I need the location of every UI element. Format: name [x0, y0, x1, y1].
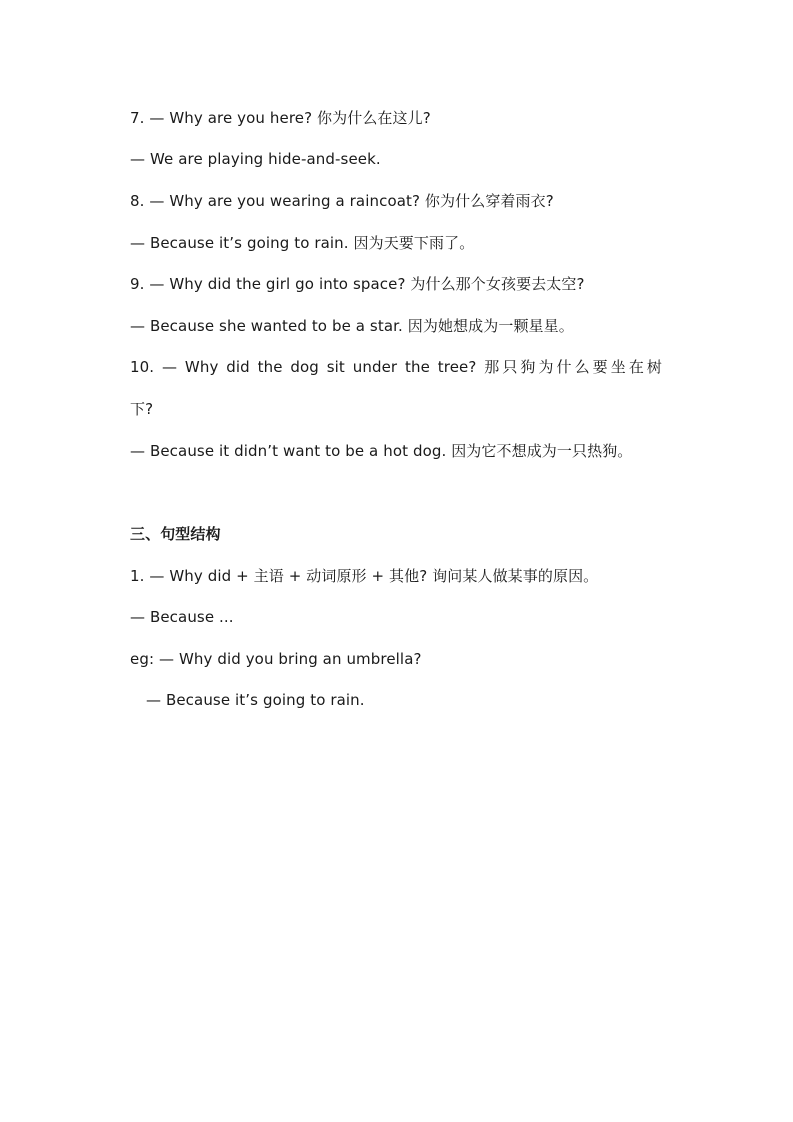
example-8-question: 8. — Why are you wearing a raincoat? 你为什么穿着雨衣?	[130, 192, 554, 210]
section-heading: 三、句型结构	[130, 525, 221, 543]
example-7-question: 7. — Why are you here? 你为什么在这儿?	[130, 109, 431, 127]
example-7-answer: — We are playing hide-and-seek.	[130, 150, 381, 168]
example-10-question: 10. — Why did the dog sit under the tree? 那只狗为什么要坐在树	[130, 358, 662, 376]
example-8-answer: — Because it’s going to rain. 因为天要下雨了。	[130, 234, 475, 252]
example-10-answer: — Because it didn’t want to be a hot dog. 因为它不想成为一只热狗。	[130, 442, 633, 460]
sentence-pattern: 1. — Why did + 主语 + 动词原形 + 其他? 询问某人做某事的原因。	[130, 567, 599, 585]
example-question: eg: — Why did you bring an umbrella?	[130, 650, 422, 668]
pattern-answer: — Because ...	[130, 608, 234, 626]
example-9-answer: — Because she wanted to be a star. 因为她想成为一颗星星。	[130, 317, 574, 335]
example-10-question-continued: 下?	[130, 400, 154, 418]
example-answer: — Because it’s going to rain.	[146, 691, 365, 709]
example-9-question: 9. — Why did the girl go into space? 为什么那个女孩要去太空?	[130, 275, 585, 293]
